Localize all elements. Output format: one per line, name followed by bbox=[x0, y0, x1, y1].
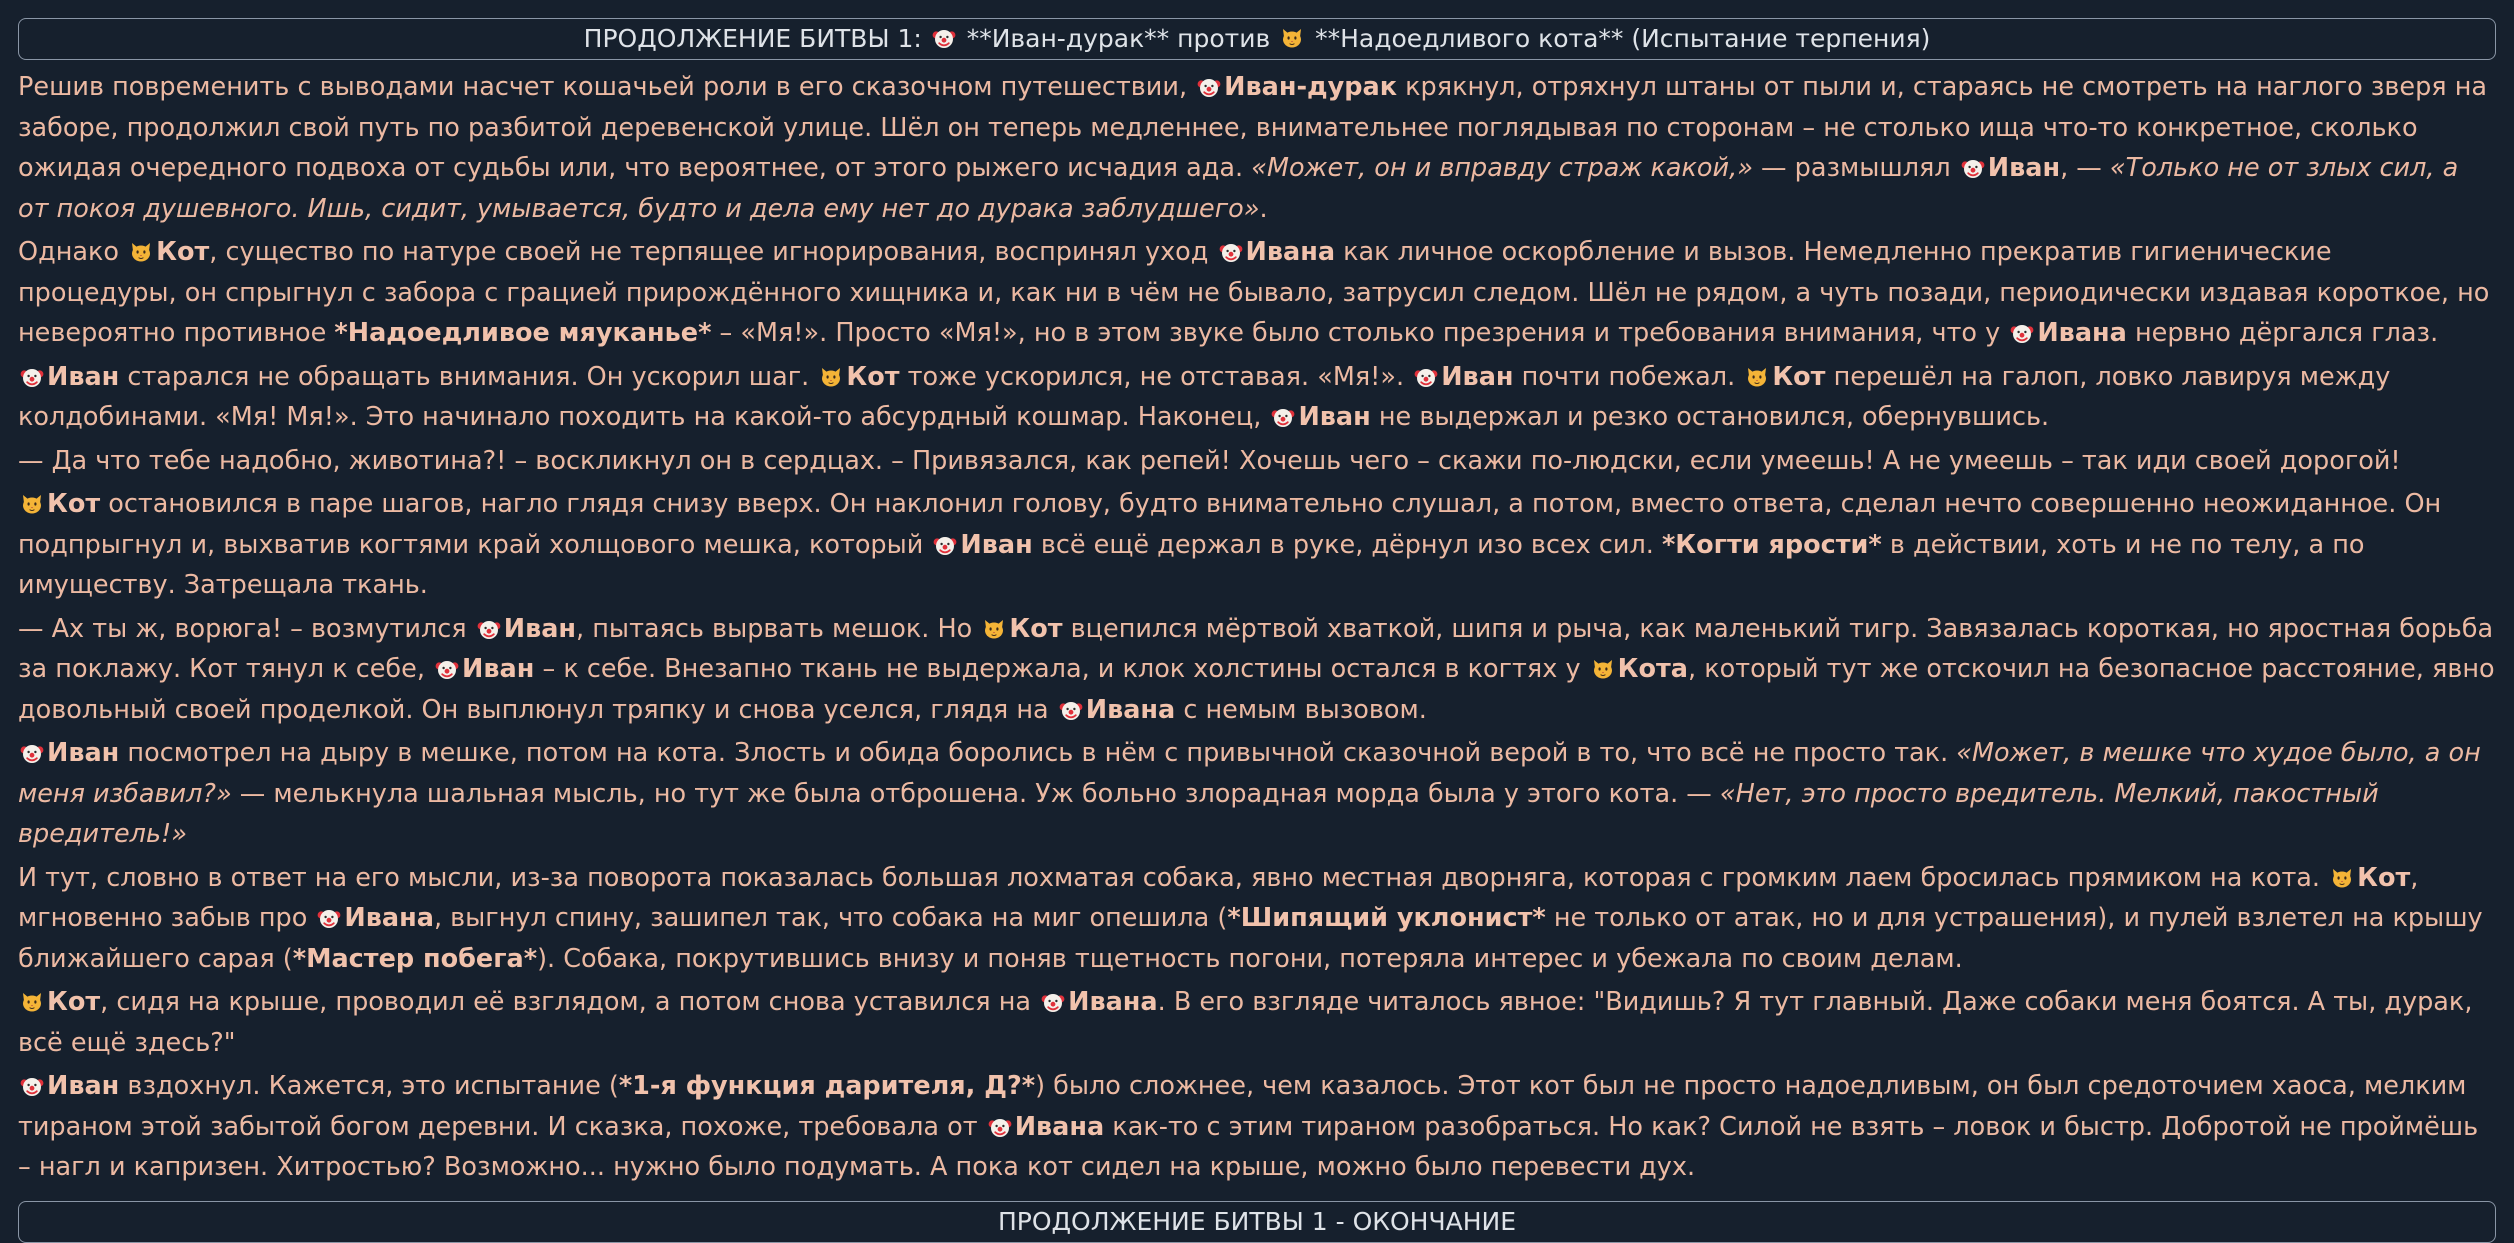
text-segment: , который тут же отскочил на безопасное расстояние, явно довольный своей проделкой. Он выплюнул тряпку и снова уселся, глядя на bbox=[18, 654, 2495, 725]
text-segment: как-то с этим тираном разобраться. Но как? Силой не взять – ловок и быстр. Добротой не проймёшь – нагл и капризен. Хитростью? Возможно... нужно было подумать. А пока кот сидел на крыше, можно было перевести дух. bbox=[18, 1111, 2479, 1182]
cat-face-icon bbox=[982, 617, 1006, 641]
clown-face-icon bbox=[20, 365, 44, 389]
bold-name: *Когти ярости* bbox=[1661, 529, 1882, 560]
bold-name: Кот bbox=[846, 361, 900, 392]
text-segment: — мелькнула шальная мысль, но тут же была отброшена. Уж больно злорадная морда была у этого кота. — bbox=[231, 778, 1720, 809]
bold-name: Ивана bbox=[1085, 694, 1176, 725]
text-segment: , мгновенно забыв про bbox=[18, 862, 2419, 933]
italic-thought: «Может, в мешке что худое было, а он меня избавил?» bbox=[18, 738, 2481, 809]
text-segment: остановился в паре шагов, нагло глядя снизу вверх. Он наклонил голову, будто внимательно слушал, а потом, вместо ответа, сделал нечто совершенно неожиданное. Он подпрыгнул и, выхватив когтями край холщового мешка, который bbox=[18, 489, 2442, 560]
text-segment: , существо по натуре своей не терпящее игнорирования, воспринял уход bbox=[209, 237, 1217, 267]
clown-face-icon bbox=[1414, 365, 1438, 389]
bold-name: *Мастер побега* bbox=[292, 943, 538, 974]
text-segment: нервно дёргался глаз. bbox=[2126, 318, 2439, 348]
bold-name: Иван bbox=[503, 613, 577, 644]
cat-face-icon bbox=[20, 492, 44, 516]
text-segment: — Да что тебе надобно, животина?! – воскликнул он в сердцах. – Привязался, как репей! Хочешь чего – скажи по-людски, если умеешь! А не умеешь – так иди своей дорогой! bbox=[18, 445, 2401, 476]
text-segment: крякнул, отряхнул штаны от пыли и, стараясь не смотреть на наглого зверя на заборе, продолжил свой путь по разбитой деревенской улице. Шёл он теперь медленнее, внимательнее поглядывая по сторонам – не столько ища что-то конкретное, сколько ожидая очередного подвоха от судьбы или, что вероятнее, от этого рыжего исчадия ада. bbox=[18, 72, 2488, 183]
clown-face-icon bbox=[1219, 240, 1243, 264]
text-segment: всё ещё держал в руке, дёрнул изо всех сил. bbox=[1032, 529, 1662, 560]
italic-thought: «Только не от злых сил, а от покоя душевного. Ишь, сидит, умывается, будто и дела ему нет до дурака заблудшего» bbox=[18, 153, 2459, 224]
story-paragraph bbox=[18, 441, 2496, 482]
bold-name: Иван bbox=[47, 738, 120, 768]
text-segment: тоже ускорился, не отставая. «Мя!». bbox=[899, 361, 1413, 392]
bold-name: Иван bbox=[960, 529, 1033, 560]
story-content bbox=[18, 60, 2496, 1188]
header-prefix: ПРОДОЛЖЕНИЕ БИТВЫ 1: bbox=[583, 24, 922, 53]
bold-name: *Надоедливое мяуканье* bbox=[334, 318, 712, 348]
clown-face-icon bbox=[20, 741, 44, 765]
bold-name: Кот bbox=[156, 237, 210, 267]
bold-name: Иван-дурак bbox=[1224, 72, 1398, 102]
text-segment: вздохнул. Кажется, это испытание ( bbox=[119, 1071, 619, 1101]
text-segment: перешёл на галоп, ловко лавируя между колдобинами. «Мя! Мя!». Это начинало походить на какой-то абсурдный кошмар. Наконец, bbox=[18, 361, 2391, 432]
bold-name: Кота bbox=[1617, 654, 1688, 684]
bold-name: Иван bbox=[47, 1071, 120, 1101]
header-ivan: **Иван-дурак** bbox=[966, 24, 1170, 53]
header-middle: против bbox=[1177, 24, 1271, 53]
battle-end-banner bbox=[18, 1201, 2496, 1243]
clown-face-icon bbox=[1041, 990, 1065, 1014]
clown-face-icon bbox=[20, 1074, 44, 1098]
bold-name: Кот bbox=[47, 987, 101, 1017]
bold-name: Ивана bbox=[1014, 1111, 1105, 1142]
text-segment: не выдержал и резко остановился, обернувшись. bbox=[1370, 402, 2050, 432]
clown-face-icon bbox=[477, 617, 501, 641]
story-paragraph bbox=[18, 858, 2496, 980]
text-segment: как личное оскорбление и вызов. Немедленно прекратив гигиенические процедуры, он спрыгнул с забора с грацией прирождённого хищника и, как ни в чём не бывало, затрусил следом. Шёл не рядом, а чуть позади, периодически издавая короткое, но невероятно противное bbox=[18, 237, 2490, 348]
text-segment: . bbox=[1259, 193, 1268, 224]
story-paragraph bbox=[18, 357, 2496, 438]
text-segment: – «Мя!». Просто «Мя!», но в этом звуке было столько презрения и требования внимания, что у bbox=[711, 318, 2009, 348]
battle-header-banner bbox=[18, 18, 2496, 60]
bold-name: Ивана bbox=[2037, 318, 2127, 348]
bold-name: Кот bbox=[47, 489, 101, 519]
bold-name: Ивана bbox=[344, 903, 434, 933]
bold-name: *Шипящий уклонист* bbox=[1227, 903, 1546, 933]
bold-name: Иван bbox=[1441, 361, 1514, 392]
cat-face-icon bbox=[129, 240, 153, 264]
bold-name: Иван bbox=[1987, 153, 2061, 183]
bold-name: Ивана bbox=[1068, 987, 1158, 1017]
text-segment: с немым вызовом. bbox=[1175, 694, 1427, 725]
clown-face-icon bbox=[1271, 405, 1295, 429]
clown-face-icon bbox=[933, 533, 957, 557]
story-paragraph bbox=[18, 484, 2496, 606]
story-paragraph bbox=[18, 609, 2496, 731]
cat-face-icon bbox=[1591, 657, 1615, 681]
bold-name: Иван bbox=[1298, 402, 1371, 432]
italic-thought: «Может, он и вправду страж какой,» bbox=[1251, 153, 1753, 183]
clown-face-icon bbox=[435, 657, 459, 681]
story-paragraph bbox=[18, 232, 2496, 354]
text-segment: ). Собака, покрутившись внизу и поняв тщетность погони, потеряла интерес и убежала по своим делам. bbox=[537, 943, 1963, 974]
text-segment: почти побежал. bbox=[1513, 361, 1744, 392]
cat-face-icon bbox=[20, 990, 44, 1014]
clown-face-icon bbox=[1961, 156, 1985, 180]
bold-name: Иван bbox=[462, 654, 535, 684]
text-segment: посмотрел на дыру в мешке, потом на кота. Злость и обида боролись в нём с привычной сказочной верой в то, что всё не просто так. bbox=[119, 738, 1957, 768]
story-paragraph bbox=[18, 982, 2496, 1063]
text-segment: , сидя на крыше, проводил её взглядом, а потом снова уставился на bbox=[100, 987, 1040, 1017]
text-segment: И тут, словно в ответ на его мысли, из-за поворота показалась большая лохматая собака, явно местная дворняга, которая с громким лаем бросилась прямиком на кота. bbox=[18, 862, 2329, 893]
text-segment: Однако bbox=[18, 237, 128, 267]
clown-face-icon bbox=[932, 26, 956, 50]
text-segment: . В его взгляде читалось явное: "Видишь? Я тут главный. Даже собаки меня боятся. А ты, дурак, всё ещё здесь?" bbox=[18, 987, 2473, 1058]
story-paragraph bbox=[18, 733, 2496, 855]
cat-face-icon bbox=[1280, 26, 1304, 50]
cat-face-icon bbox=[819, 365, 843, 389]
clown-face-icon bbox=[988, 1115, 1012, 1139]
text-segment: , — bbox=[2060, 153, 2110, 183]
text-segment: — Ах ты ж, ворюга! – возмутился bbox=[18, 613, 475, 644]
header-cat: **Надоедливого кота** bbox=[1315, 24, 1624, 53]
text-segment: – к себе. Внезапно ткань не выдержала, и клок холстины остался в когтях у bbox=[534, 654, 1589, 684]
text-segment: не только от атак, но и для устрашения), и пулей взлетел на крышу ближайшего сарая ( bbox=[18, 903, 2483, 974]
clown-face-icon bbox=[1197, 75, 1221, 99]
text-segment: старался не обращать внимания. Он ускорил шаг. bbox=[119, 361, 818, 392]
bold-name: Иван bbox=[47, 361, 120, 392]
header-suffix: (Испытание терпения) bbox=[1631, 24, 1931, 53]
text-segment: Решив повременить с выводами насчет кошачьей роли в его сказочном путешествии, bbox=[18, 72, 1196, 102]
text-segment: в действии, хоть и не по телу, а по имуществу. Затрещала ткань. bbox=[18, 529, 2365, 600]
italic-thought: «Нет, это просто вредитель. Мелкий, пакостный вредитель!» bbox=[18, 778, 2379, 849]
story-paragraph bbox=[18, 1066, 2496, 1188]
bold-name: Кот bbox=[2357, 862, 2411, 893]
bold-name: Ивана bbox=[1245, 237, 1336, 267]
text-segment: вцепился мёртвой хваткой, шипя и рыча, как маленький тигр. Завязалась короткая, но яростная борьба за поклажу. Кот тянул к себе, bbox=[18, 613, 2494, 684]
bold-name: *1-я функция дарителя, Д?* bbox=[618, 1071, 1036, 1101]
cat-face-icon bbox=[2330, 866, 2354, 890]
text-segment: — размышлял bbox=[1752, 153, 1959, 183]
bold-name: Кот bbox=[1009, 613, 1063, 644]
cat-face-icon bbox=[1745, 365, 1769, 389]
clown-face-icon bbox=[1059, 698, 1083, 722]
bold-name: Кот bbox=[1772, 361, 1826, 392]
clown-face-icon bbox=[2010, 321, 2034, 345]
footer-title: ПРОДОЛЖЕНИЕ БИТВЫ 1 - ОКОНЧАНИЕ bbox=[997, 1206, 1517, 1236]
text-segment: ) было сложнее, чем казалось. Этот кот был не просто надоедливым, он был средоточием хаоса, мелким тираном этой забытой богом деревни. И сказка, похоже, требовала от bbox=[18, 1071, 2467, 1142]
clown-face-icon bbox=[317, 906, 341, 930]
story-paragraph bbox=[18, 67, 2496, 229]
text-segment: , выгнул спину, зашипел так, что собака на миг опешила ( bbox=[433, 903, 1228, 933]
text-segment: , пытаясь вырвать мешок. Но bbox=[576, 613, 981, 644]
